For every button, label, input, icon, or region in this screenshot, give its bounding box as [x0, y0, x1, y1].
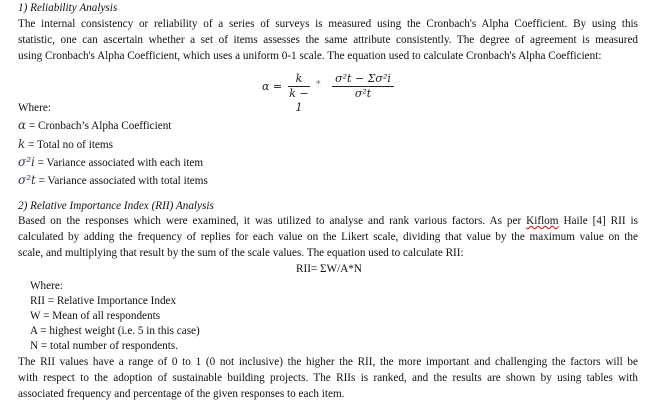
cronbach-alpha-equation [262, 72, 422, 114]
paragraph-line: The RII values have a range of 0 to 1 (0 not inclusive) the higher the RII, the more important and challenging the factors will be [18, 356, 638, 368]
fraction-k [288, 72, 310, 115]
definition-sigma-t [18, 174, 208, 188]
paragraph-line: with respect to the adoption of sustainable building projects. The RIIs is ranked, and the results are shown by using tables with [18, 372, 638, 384]
where-label: Where: [30, 280, 63, 292]
paragraph-line [18, 215, 638, 228]
fraction-numerator: σ²t − Σσ²i [332, 72, 394, 87]
paragraph-line: using Cronbach's Alpha Coefficient, which uses a uniform 0-1 scale. The equation used to calculate Cronbach's Alpha Coefficient: [18, 50, 602, 62]
fraction-variance [332, 72, 394, 101]
fraction-denominator: k − 1 [289, 87, 309, 114]
symbol: σ²t [18, 173, 36, 187]
definition-text: = Total no of items [25, 139, 113, 151]
paragraph-line: statistic, one can ascertain whether a set of items assesses the same attribute consistently. The degree of agreement is measured [18, 34, 638, 46]
spellcheck-word: Kiflom [526, 215, 559, 227]
definition-w: W = Mean of all respondents [30, 310, 161, 322]
paragraph-line: scale, and multiplying that result by the sum of the scale values. The equation used to calculate RII: [18, 247, 464, 259]
section-heading-reliability: 1) Reliability Analysis [18, 2, 118, 14]
symbol: α [18, 118, 27, 132]
fraction-denominator: σ²t [354, 87, 372, 100]
rii-equation: RII= ΣW/A*N [296, 263, 362, 275]
where-label: Where: [18, 102, 51, 114]
paragraph-line: calculated by adding the frequency of replies for each value on the Likert scale, dividing that value by the maximum value on the [18, 231, 638, 243]
definition-a: A = highest weight (i.e. 5 in this case) [30, 325, 200, 337]
section-heading-rii: 2) Relative Importance Index (RII) Analysis [18, 200, 214, 212]
paragraph-line: associated frequency and percentage of the given responses to each item. [18, 388, 345, 400]
definition-text: = Variance associated with each item [34, 157, 204, 169]
paragraph-text: Based on the responses which were examined, it was utilized to analyse and rank various factors. As per [18, 215, 522, 227]
definition-text: = Variance associated with total items [35, 175, 208, 187]
definition-n: N = total number of respondents. [30, 340, 178, 352]
definition-text: = Cronbach’s Alpha Coefficient [26, 120, 172, 132]
multiply-operator: * [316, 80, 321, 90]
fraction-numerator: k [288, 72, 310, 87]
paragraph-text: Haile [4] RII is [563, 215, 638, 227]
definition-alpha [18, 119, 171, 133]
symbol: σ²i [18, 155, 35, 169]
equation-lhs: α = [262, 80, 283, 93]
definition-k [18, 138, 113, 152]
definition-sigma-i [18, 156, 203, 170]
symbol: k [18, 137, 26, 151]
definition-rii: RII = Relative Importance Index [30, 295, 177, 307]
paragraph-line: The internal consistency or reliability of a series of surveys is measured using the Cronbach's Alpha Coefficient. By using this [18, 18, 638, 30]
